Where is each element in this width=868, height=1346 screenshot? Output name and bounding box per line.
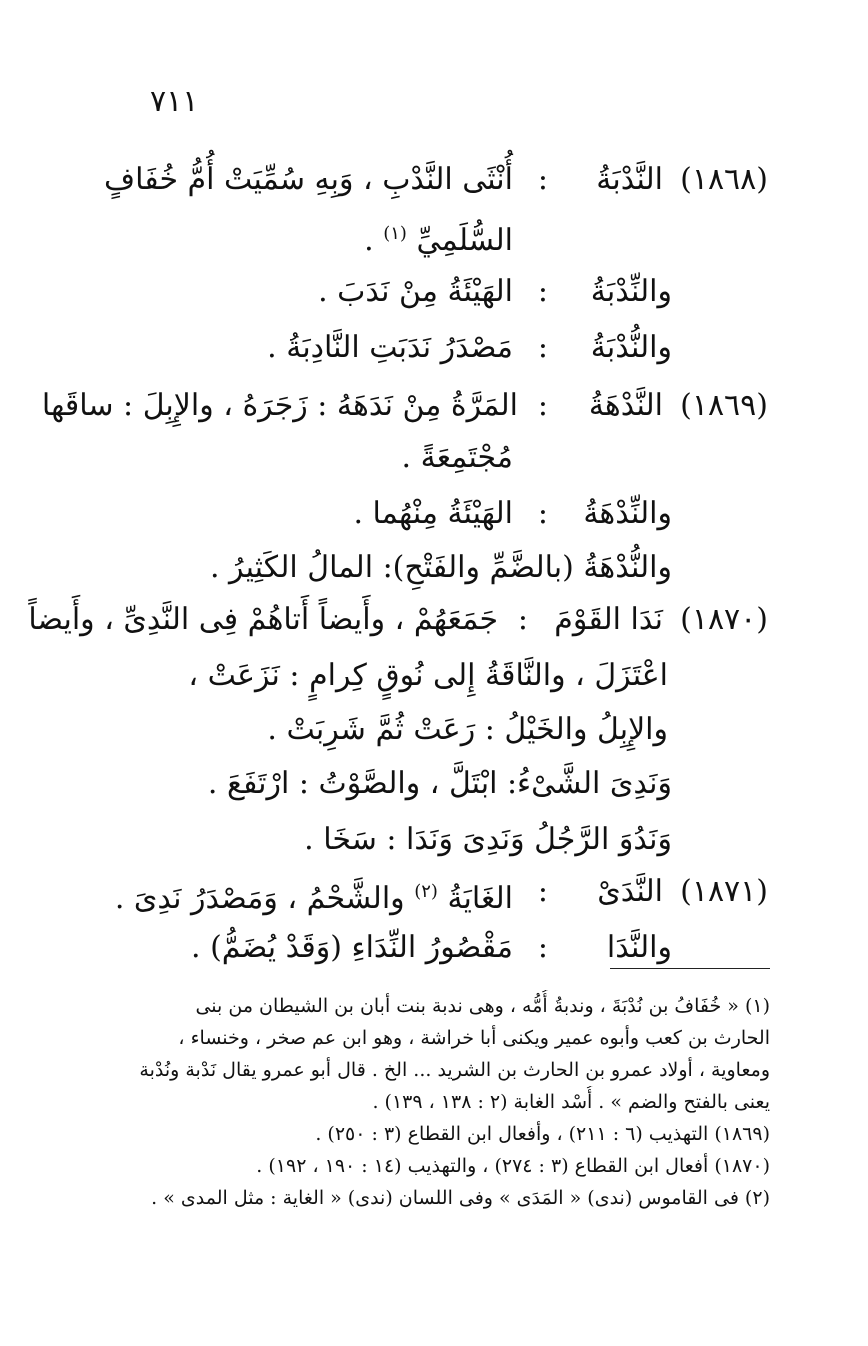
definition-continued: والإِبِلُ والخَيْلُ : رَعَتْ ثُمَّ شَرِبَتْ . (267, 712, 668, 747)
headword: النَّدْهَةُ (588, 388, 663, 423)
entry-line (0, 318, 868, 378)
entry-line (0, 646, 868, 706)
footnotes (100, 990, 770, 1214)
entry-line (0, 590, 868, 650)
headword: والنِّدْبَةُ (590, 274, 672, 309)
definition: مَقْصُورُ النِّدَاءِ (وَقَدْ يُضَمُّ) . (191, 930, 513, 965)
definition-tail: والشَّحْمُ ، وَمَصْدَرُ نَدِىَ . (114, 881, 415, 916)
definition: أُنْثَى النَّدْبِ ، وَبِهِ سُمِّيَتْ أُمُّ خُفَافٍ (104, 162, 513, 197)
entry-line (0, 918, 868, 978)
footnote-line: (١) « خُفَافُ بن نُدْبَةَ ، وندبةُ أُمُّه ، وهى ندبة بنت أبان بن الشيطان من بنى (195, 995, 770, 1017)
entry-line (0, 204, 868, 264)
entry-line (0, 862, 868, 922)
entry-number: (١٨٦٨) (680, 162, 768, 197)
separator-colon: : (517, 602, 528, 637)
headword: النَّدَىْ (597, 874, 663, 909)
definition: مَصْدَرُ نَدَبَتِ النَّادِبَةُ . (267, 330, 513, 365)
entry-line (0, 376, 868, 436)
separator-colon: : (537, 330, 548, 365)
definition-continued: مُجْتَمِعَةً . (401, 440, 513, 475)
separator-colon: : (537, 388, 548, 423)
definition: المَرَّةُ مِنْ نَدَهَهُ : زَجَرَهُ ، والإِبِلَ : ساقَها (41, 388, 518, 423)
separator-colon: : (537, 274, 548, 309)
entry-number: (١٨٧١) (680, 874, 768, 909)
definition: جَمَعَهُمْ ، وأَيضاً أَتاهُمْ فِى النَّدِىِّ ، وأَيضاً (28, 602, 498, 637)
entry-line (0, 428, 868, 488)
headword: والنَّدَا (606, 930, 672, 965)
definition-text: الغَايَةُ (447, 881, 513, 916)
footnote-divider (610, 968, 770, 969)
footnote-ref: (٢) (414, 881, 438, 902)
headword: النَّدْبَةُ (596, 162, 663, 197)
definition-tail: . (364, 223, 384, 258)
headword: والنُّدْبَةُ (590, 330, 672, 365)
definition: الهَيْئَةُ مِنْهُما . (353, 496, 513, 531)
footnote-line: الحارث بن كعب وأبوه عمير ويكنى أبا خراشة ، وهو ابن عم صخر ، وخنساء ، (178, 1027, 770, 1049)
separator-colon: : (537, 930, 548, 965)
separator-colon: : (537, 162, 548, 197)
definition-full: والنُّدْهَةُ (بالضَّمِّ والفَتْحِ): المالُ الكَثِيرُ . (209, 550, 672, 585)
definition: الهَيْئَةُ مِنْ نَدَبَ . (318, 274, 513, 309)
headword: والنِّدْهَةُ (583, 496, 672, 531)
footnote-line: (١٨٧٠) أفعال ابن القطاع (٣ : ٢٧٤) ، والتهذيب (١٤ : ١٩٠ ، ١٩٢) . (256, 1155, 770, 1177)
entry-line (0, 700, 868, 760)
headword: نَدَا القَوْمَ (554, 602, 663, 637)
entry-number: (١٨٦٩) (680, 388, 768, 423)
footnote-line: (٢) فى القاموس (ندى) « المَدَى » وفى اللسان (ندى) « الغاية : مثل المدى » . (151, 1187, 770, 1209)
separator-colon: : (537, 496, 548, 531)
page-number: ٧١١ (150, 84, 199, 119)
footnote-ref: (١) (383, 223, 407, 244)
entry-line (0, 810, 868, 870)
entry-line (0, 484, 868, 544)
definition-full: وَنَدُوَ الرَّجُلُ وَنَدِىَ وَنَدَا : سَخَا . (304, 822, 672, 857)
footnote-line: ومعاوية ، أولاد عمرو بن الحارث بن الشريد ... الخ . قال أبو عمرو يقال نَدْبة ونُدْبة (139, 1059, 770, 1081)
footnote-line: (١٨٦٩) التهذيب (٦ : ٢١١) ، وأفعال ابن القطاع (٣ : ٢٥٠) . (315, 1123, 770, 1145)
entry-number: (١٨٧٠) (680, 602, 768, 637)
entry-line (0, 538, 868, 598)
definition-continued: اعْتَزَلَ ، والنَّاقَةُ إِلى نُوقٍ كِرامٍ : نَزَعَتْ ، (188, 658, 668, 693)
definition-full: وَنَدِىَ الشَّىْءُ: ابْتَلَّ ، والصَّوْتُ : ارْتَفَعَ . (207, 766, 672, 801)
footnote-line: يعنى بالفتح والضم » . أُسْد الغابة (٢ : ١٣٨ ، ١٣٩) . (372, 1091, 770, 1113)
entry-line (0, 262, 868, 322)
separator-colon: : (537, 874, 548, 909)
entry-line (0, 150, 868, 210)
definition-continued (364, 204, 513, 271)
entry-line (0, 754, 868, 814)
definition-text: السُّلَمِيِّ (416, 223, 513, 258)
